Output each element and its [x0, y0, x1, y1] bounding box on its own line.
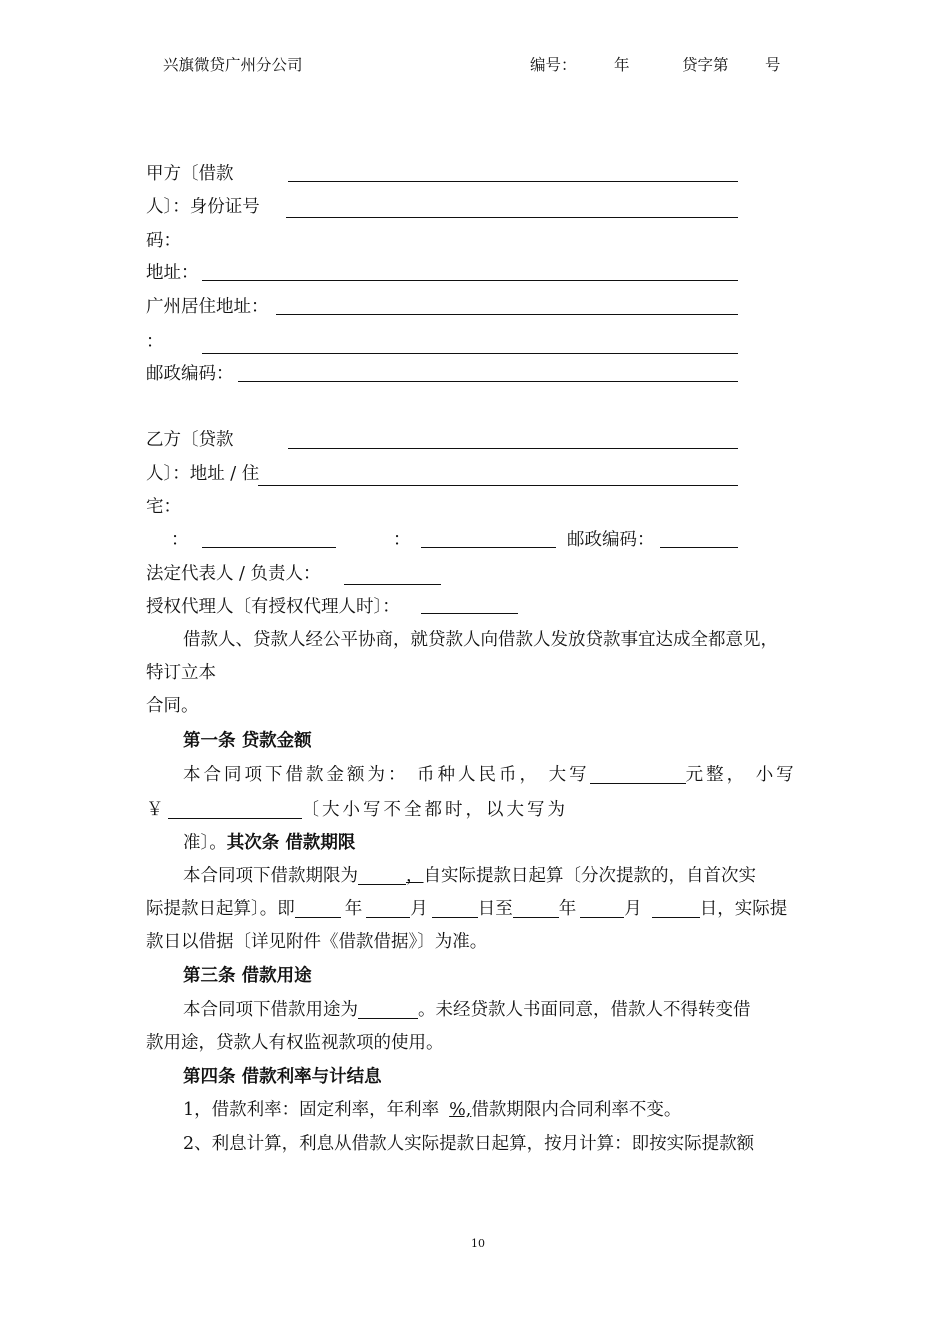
- article-1-heading: 第一条 贷款金额: [183, 731, 312, 751]
- party-a-gz-address-label: 广州居住地址：: [146, 297, 269, 317]
- header-loan-code: 贷字第: [682, 56, 729, 74]
- article-3-line-1: [183, 999, 751, 1021]
- article-3-purpose-note: 。未经贷款人书面同意，借款人不得转变借: [418, 1000, 751, 1020]
- article-1-amount-upper-blank: [590, 783, 686, 784]
- party-b-title: 乙方〔贷款: [146, 430, 234, 450]
- article-2-start-day-blank: [432, 917, 478, 918]
- article-1-line-3: [183, 832, 355, 854]
- article-2-line-2: [146, 898, 787, 920]
- party-a-extra-line: [202, 353, 738, 354]
- party-a-colon: ：: [146, 332, 164, 352]
- party-b-colon-1: ：: [171, 530, 189, 550]
- article-3-purpose-blank: [358, 1018, 418, 1019]
- intro-line-3: 合同。: [146, 696, 199, 716]
- article-2-day-end: 日，实际提: [699, 899, 788, 919]
- article-2-line-3: 款日以借据〔详见附件《借款借据》〕为准。: [146, 932, 488, 952]
- article-1-amount-label: 本合同项下借款金额为： 币种人民币， 大写: [183, 765, 590, 785]
- article-2-start-month-blank: [366, 917, 410, 918]
- party-b-legal-rep-label: 法定代表人 / 负责人：: [146, 564, 321, 584]
- party-a-name-line: [288, 181, 738, 182]
- page-number: 10: [471, 1237, 485, 1250]
- article-4-rate-blank: %,: [449, 1100, 472, 1120]
- article-3-purpose-label: 本合同项下借款用途为: [183, 1000, 358, 1020]
- party-b-address-line: [258, 485, 738, 486]
- article-2-end-month-label: 月: [624, 899, 642, 919]
- article-2-start-month-label: 月: [410, 899, 428, 919]
- article-2-term-comma: ，: [406, 866, 424, 886]
- party-a-postal-label: 邮政编码：: [146, 364, 234, 384]
- party-a-address-label: 地址：: [146, 263, 199, 283]
- article-2-period-label: 际提款日起算〕。即: [146, 899, 295, 919]
- article-2-term-start-note: 自实际提款日起算〔分次提款的，自首次实: [423, 866, 756, 886]
- article-3-line-2: 款用途，贷款人有权监视款项的使用。: [146, 1033, 444, 1053]
- party-b-postal-label: 邮政编码：: [567, 530, 655, 550]
- article-2-end-month-blank: [580, 917, 624, 918]
- article-1-amount-note: 〔大小写不全都时，以大写为: [301, 800, 568, 820]
- article-1-amount-lower-blank: [168, 818, 302, 819]
- intro-line-1: 借款人、贷款人经公平协商，就贷款人向借款人发放贷款事宜达成全都意见，: [183, 630, 778, 650]
- party-a-address-line: [202, 280, 738, 281]
- party-a-id-label: 人〕：身份证号: [146, 197, 260, 217]
- article-1-yen-sign: ￥: [146, 800, 164, 820]
- party-b-agent-label: 授权代理人〔有授权代理人时〕：: [146, 597, 400, 617]
- article-2-heading: 其次条 借款期限: [226, 833, 356, 853]
- party-b-field-line-2: [421, 547, 556, 548]
- party-a-postal-line: [238, 381, 738, 382]
- article-4-heading: 第四条 借款利率与计结息: [183, 1067, 382, 1087]
- party-b-field-line-1: [202, 547, 336, 548]
- header-company: 兴旗微贷广州分公司: [163, 56, 303, 74]
- article-4-item-1: [183, 1099, 681, 1121]
- article-1-line-2: [146, 799, 568, 821]
- article-4-rate-label: 1，借款利率：固定利率，年利率: [183, 1100, 440, 1120]
- article-2-end-day-blank: [652, 917, 700, 918]
- party-a-title: 甲方〔借款: [146, 164, 234, 184]
- party-b-legal-rep-line: [344, 584, 441, 585]
- party-b-postal-line: [660, 547, 738, 548]
- party-a-gz-address-line: [276, 314, 738, 315]
- article-1-amount-note-end: 准〕。: [183, 833, 227, 853]
- article-2-end-year-label: 年: [558, 899, 577, 919]
- article-2-line-1: [183, 865, 756, 887]
- article-1-amount-unit: 元整， 小写: [685, 765, 797, 785]
- article-4-rate-note: 借款期限内合同利率不变。: [471, 1100, 682, 1120]
- party-b-colon-2: ：: [393, 530, 411, 550]
- article-2-term-label: 本合同项下借款期限为: [183, 866, 358, 886]
- party-b-name-line: [288, 448, 738, 449]
- party-b-address-label: 人〕：地址 / 住: [146, 464, 260, 484]
- party-b-agent-line: [421, 613, 518, 614]
- party-a-id-line: [286, 217, 738, 218]
- intro-line-2: 特订立本: [146, 663, 216, 683]
- party-a-id-label-cont: 码：: [146, 231, 181, 251]
- article-3-heading: 第三条 借款用途: [183, 966, 312, 986]
- article-1-line-1: [183, 764, 797, 786]
- article-2-term-blank: [358, 884, 406, 885]
- article-2-end-year-blank: [513, 917, 559, 918]
- header-number-suffix: 号: [765, 56, 781, 74]
- party-b-address-label-cont: 宅：: [146, 497, 181, 517]
- article-4-item-2: 2、利息计算，利息从借款人实际提款日起算，按月计算：即按实际提款额: [183, 1134, 755, 1154]
- header-year: 年: [614, 56, 630, 74]
- article-2-start-year-blank: [295, 917, 341, 918]
- article-2-start-year-label: 年: [344, 899, 363, 919]
- header-number-label: 编号：: [530, 56, 577, 74]
- article-2-day-to: 日至: [477, 899, 513, 919]
